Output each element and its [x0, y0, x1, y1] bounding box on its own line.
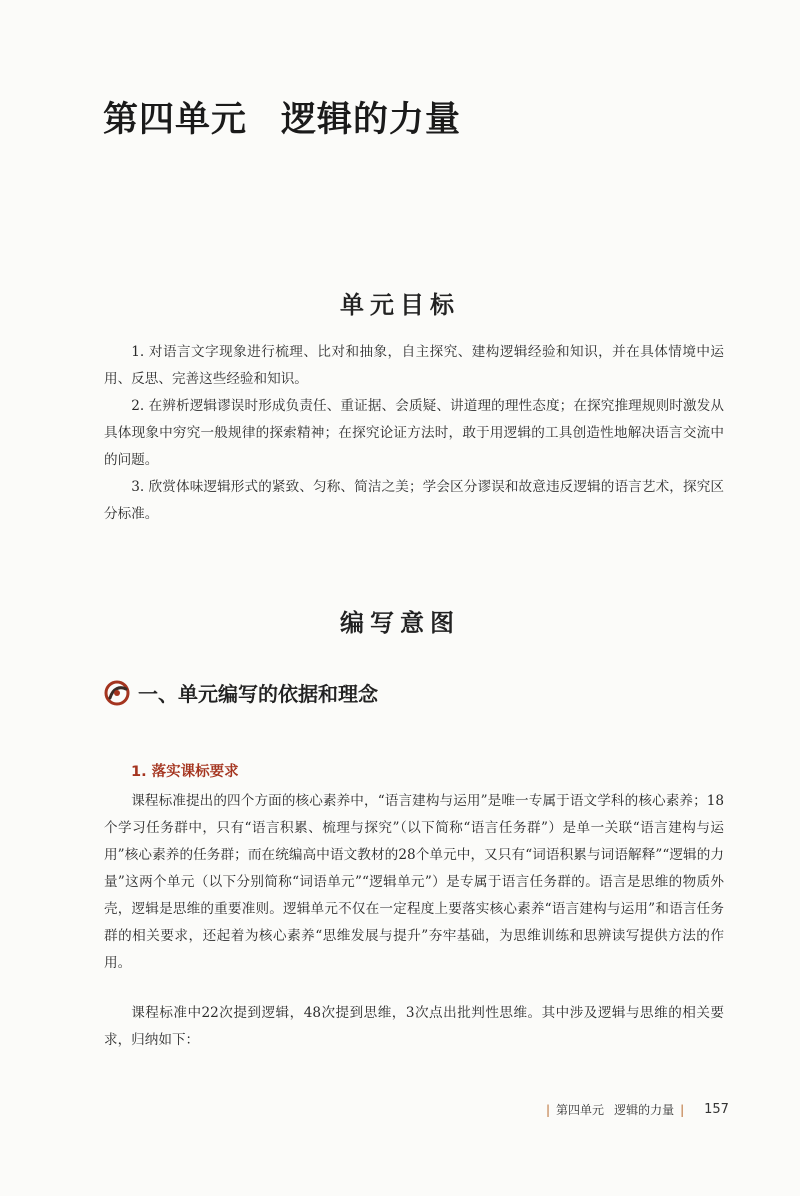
page-footer	[540, 1101, 729, 1118]
goals-heading: 单元目标	[340, 290, 460, 319]
intent-heading: 编写意图	[340, 608, 460, 637]
subsection-heading-text: 一、单元编写的依据和理念	[138, 682, 378, 706]
body-paragraph-1: 课程标准提出的四个方面的核心素养中，“语言建构与运用”是唯一专属于语文学科的核心素养；18个学习任务群中，只有“语言积累、梳理与探究”（以下简称“语言任务群”）是单一关联“语言建构与运用”核心素养的任务群；而在统编高中语文教材的28个单元中，又只有“词语积累与词语解释”“逻辑的力量”这两个单元（以下分别简称“词语单元”“逻辑单元”）是专属于语言任务群的。语言是思维的物质外壳，逻辑是思维的重要准则。逻辑单元不仅在一定程度上要落实核心素养“语言建构与运用”和语言任务群的相关要求，还起着为核心素养“思维发展与提升”夯牢基础，为思维训练和思辨读写提供方法的作用。	[104, 793, 724, 971]
section-swirl-icon	[104, 680, 130, 706]
footer-unit: 第四单元	[556, 1103, 605, 1117]
page-number: 157	[704, 1102, 729, 1117]
unit-name: 逻辑的力量	[281, 100, 462, 140]
unit-title	[103, 92, 461, 142]
body-paragraph-2: 课程标准中22次提到逻辑，48次提到思维，3次点出批判性思维。其中涉及逻辑与思维的相关要求，归纳如下：	[104, 1005, 724, 1048]
goal-item-1: 1. 对语言文字现象进行梳理、比对和抽象，自主探究、建构逻辑经验和知识，并在具体情境中运用、反思、完善这些经验和知识。	[104, 344, 724, 387]
footer-separator-right: |	[680, 1102, 685, 1117]
unit-number: 第四单元	[103, 100, 248, 140]
goal-item-3: 3. 欣赏体味逻辑形式的紧致、匀称、简洁之美；学会区分谬误和故意违反逻辑的语言艺术，探究区分标准。	[104, 479, 724, 522]
goal-item-2: 2. 在辨析逻辑谬误时形成负责任、重证据、会质疑、讲道理的理性态度；在探究推理规则时激发从具体现象中穷究一般规律的探索精神；在探究论证方法时，敢于用逻辑的工具创造性地解决语言交流中的问题。	[104, 398, 724, 468]
minor-heading: 1. 落实课标要求	[131, 764, 239, 780]
footer-separator-left: |	[546, 1102, 551, 1117]
footer-title: 逻辑的力量	[614, 1103, 675, 1117]
subsection-heading	[104, 678, 378, 707]
